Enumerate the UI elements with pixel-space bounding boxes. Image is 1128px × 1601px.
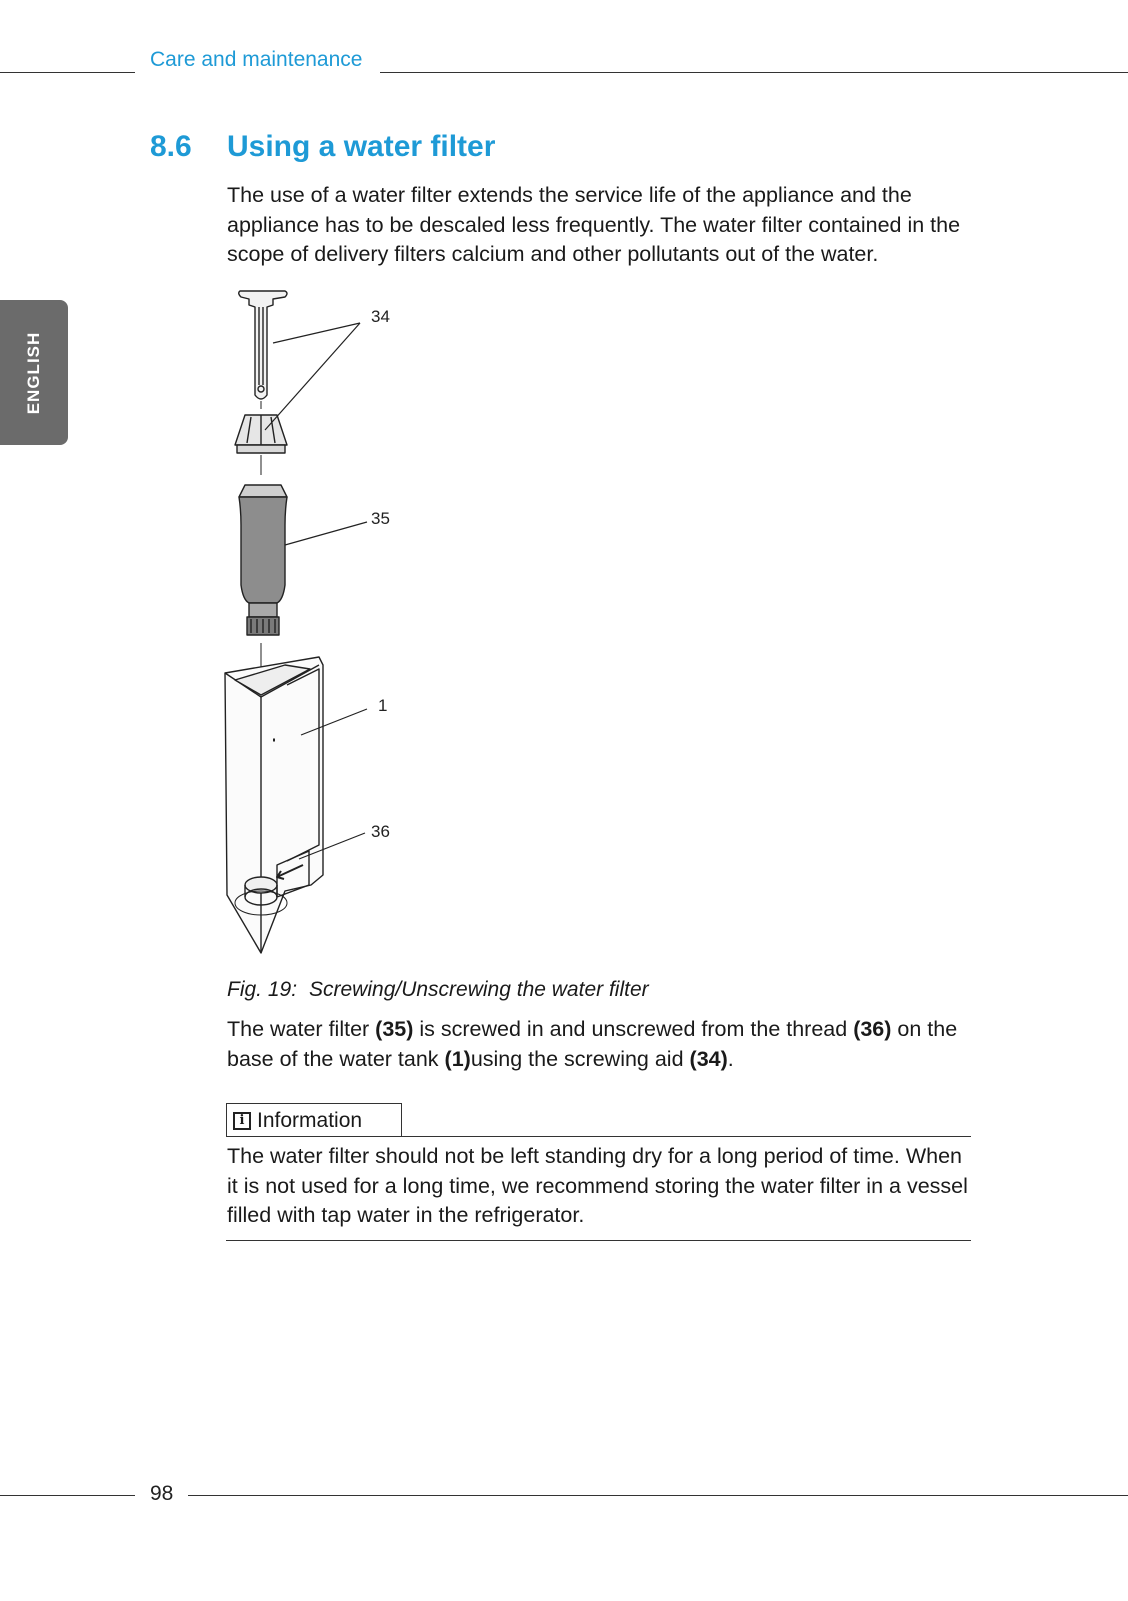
- info-bottom-rule: [226, 1240, 971, 1241]
- figure-caption: [227, 978, 649, 1002]
- language-tab-label: ENGLISH: [24, 331, 43, 414]
- water-filter-illustration: [215, 285, 415, 970]
- figure-caption-number: Fig. 19:: [227, 978, 298, 1001]
- intro-paragraph: The use of a water filter extends the service life of the appliance and the appliance has to be descaled less frequently. The water filter contained in the scope of delivery filters calcium and other pollutants out of the water.: [227, 183, 961, 266]
- instruction-text-4: using the screwing aid: [470, 1046, 690, 1071]
- figure-caption-text: Screwing/Unscrewing the water filter: [309, 978, 649, 1001]
- info-heading: Information: [257, 1108, 363, 1132]
- header-rule-right: [380, 72, 1128, 73]
- figure-label-35: 35: [371, 509, 390, 528]
- page-number: 98: [150, 1482, 174, 1505]
- instruction-text-3: on the base of the water tank: [227, 1017, 958, 1071]
- figure-water-filter: [215, 285, 415, 970]
- language-tab: [0, 300, 68, 445]
- ref-35: (35): [375, 1017, 414, 1041]
- figure-label-34: 34: [371, 307, 390, 326]
- ref-34: (34): [689, 1046, 728, 1071]
- header-rule-left: [0, 72, 135, 73]
- info-text: The water filter should not be left standing dry for a long period of time. When it is not used for a long time, we recommend storing the water filter in a vessel filled with tap water in the refrigerator.: [227, 1144, 968, 1227]
- section-heading: [150, 130, 495, 164]
- section-number: 8.6: [150, 130, 192, 163]
- figure-label-1: 1: [378, 696, 388, 715]
- running-head: Care and maintenance: [150, 48, 363, 71]
- ref-1: (1): [444, 1046, 471, 1071]
- information-icon: i: [233, 1112, 251, 1130]
- footer-rule-left: [0, 1495, 135, 1496]
- figure-label-36: 36: [371, 822, 390, 841]
- info-top-rule: [226, 1136, 971, 1137]
- instruction-text-1: The water filter: [227, 1017, 376, 1041]
- footer-rule-right: [188, 1495, 1128, 1496]
- instruction-text-2: is screwed in and unscrewed from the thread: [413, 1017, 854, 1041]
- instruction-paragraph: [227, 1015, 987, 1074]
- info-box-heading: [226, 1103, 402, 1137]
- ref-36: (36): [853, 1017, 892, 1041]
- section-title: Using a water filter: [227, 130, 496, 163]
- instruction-text-5: .: [727, 1046, 734, 1071]
